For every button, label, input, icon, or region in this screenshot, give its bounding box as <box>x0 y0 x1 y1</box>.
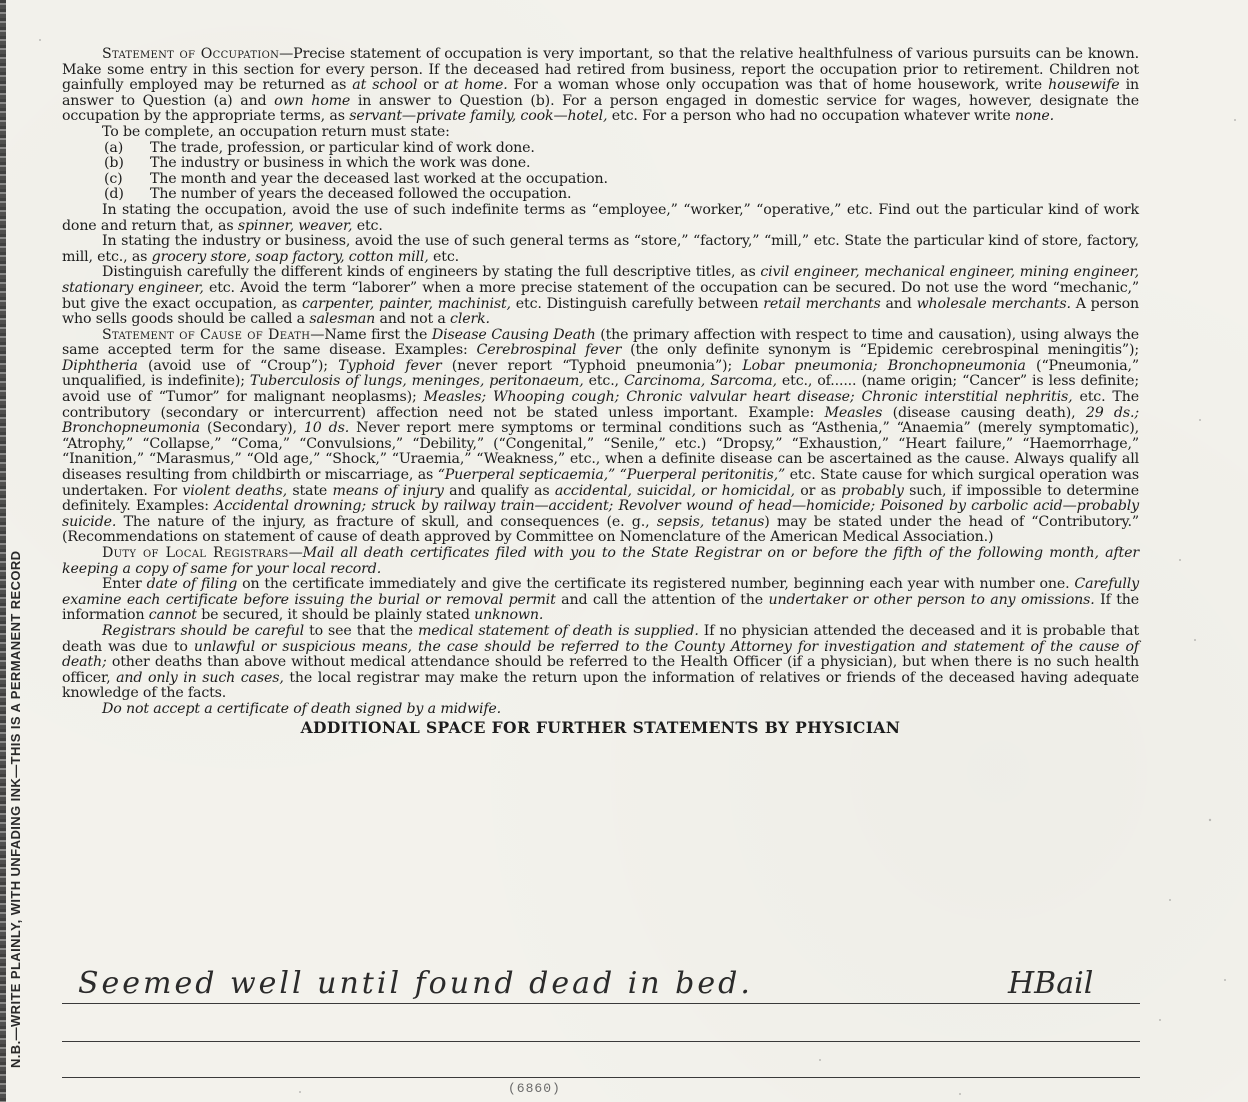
instructions-text <box>62 47 1139 735</box>
list-item: (a) The trade, profession, or particular kind of work done. <box>104 139 535 156</box>
cause-of-death-paragraph: Statement of Cause of Death—Name first the Disease Causing Death (the primary affection with respect to time and causation), using always the same accepted term for the same disease. Examples: Cerebrospinal fever (the only definite synonym is “Epidemic cerebrospinal meningitis”); Diphtheria (avoid use of “Croup”); Typhoid fever (never report “Typhoid pneumonia”); Lobar pneumonia; Bronchopneumonia (“Pneumonia,” unqualified, is indefinite); Tuberculosis of lungs, meninges, peritonaeum, etc., Carcinoma, Sarcoma, etc., of...... (name origin; “Cancer” is less definite; avoid use of “Tumor” for malignant neoplasms); Measles; Whooping cough; Chronic valvular heart disease; Chronic interstitial nephritis, etc. The contributory (secondary or intercurrent) affection need not be stated unless important. Example: Measles (disease causing death), 29 ds.; Bronchopneumonia (Secondary), 10 ds. Never report mere symptoms or terminal conditions such as “Asthenia,” “Anaemia” (merely symptomatic), “Atrophy,” “Collapse,” “Coma,” “Convulsions,” “Debility,” (“Congenital,” “Senile,” etc.) “Dropsy,” “Exhaustion,” “Heart failure,” “Haemorrhage,” “Inanition,” “Marasmus,” “Old age,” “Shock,” “Uraemia,” “Weakness,” etc., when a definite disease can be ascertained as the cause. Always qualify all diseases resulting from childbirth or miscarriage, as “Puerperal septicaemia,” “Puerperal peritonitis,” etc. State cause for which surgical operation was undertaken. For violent deaths, state means of injury and qualify as accidental, suicidal, or homicidal, or as probably such, if impossible to determine definitely. Examples: Accidental drowning; struck by railway train—accident; Revolver wound of head—homicide; Poisoned by carbolic acid—probably suicide. The nature of the injury, as fracture of skull, and consequences (e. g., sepsis, tetanus) may be stated under the head of “Contributory.” (Recommendations on statement of cause of death approved by Committee on Nomenclature of the American Medical Association.) <box>62 326 1140 546</box>
writing-line <box>62 1077 1140 1078</box>
list-item: (b) The industry or business in which the work was done. <box>104 155 531 172</box>
occupation-terms-paragraph: In stating the occupation, avoid the use of such indefinite terms as “employee,” “worker,” “operative,” etc. Find out the particular kind of work done and return that, as spinner, weaver, etc. <box>62 201 1139 234</box>
registrars-paragraph: Registrars should be careful to see that the medical statement of death is supplied. If no physician attended the deceased and it is probable that death was due to unlawful or suspicious means, the case should be referred to the County Attorney for investigation and statement of the cause of death; other deaths than above without medical attendance should be referred to the Health Officer (if a physician), but when there is no such health officer, and only in such cases, the local registrar may make the return upon the information of relatives or friends of the deceased having adequate knowledge of the facts. <box>62 622 1139 702</box>
duty-heading: Duty of Local Registrars <box>102 545 289 561</box>
industry-paragraph: In stating the industry or business, avoid the use of such general terms as “store,” “factory,” “mill,” etc. State the particular kind of store, factory, mill, etc., as grocery store, soap factory, cotton mill, etc. <box>62 233 1139 265</box>
midwife-notice: Do not accept a certificate of death signed by a midwife. <box>102 700 502 717</box>
physician-handwritten-statement: Seemed well until found dead in bed. <box>78 966 753 1001</box>
duty-paragraph: Duty of Local Registrars—Mail all death certificates filed with you to the State Registrar on or before the fifth of the following month, after keeping a copy of same for your local record. <box>62 545 1139 577</box>
filing-paragraph: Enter date of filing on the certificate immediately and give the certificate its registered number, beginning each year with number one. Carefully examine each certificate before issuing the burial or removal permit and call the attention of the undertaker or other person to any omissions. If the information cannot be secured, it should be plainly stated unknown. <box>62 576 1140 624</box>
physician-signature: HBail <box>1008 966 1094 1001</box>
occupation-heading: Statement of Occupation <box>102 46 280 62</box>
additional-space-heading: ADDITIONAL SPACE FOR FURTHER STATEMENTS BY PHYSICIAN <box>300 717 901 737</box>
side-margin-note: N.B.—WRITE PLAINLY, WITH UNFADING INK—THIS IS A PERMANENT RECORD <box>8 550 23 1068</box>
writing-line <box>62 1041 1140 1042</box>
occupation-complete-intro: To be complete, an occupation return must state: <box>102 123 450 140</box>
list-item: (d) The number of years the deceased followed the occupation. <box>104 186 572 203</box>
writing-line <box>62 1003 1140 1004</box>
occupation-requirements-list <box>62 141 1139 203</box>
engineers-paragraph: Distinguish carefully the different kinds of engineers by stating the full descriptive titles, as civil engineer, mechanical engineer, mining engineer, stationary engineer, etc. Avoid the term “laborer” when a more precise statement of the occupation can be secured. Do not use the word “mechanic,” but give the exact occupation, as carpenter, painter, machinist, etc. Distinguish carefully between retail merchants and wholesale merchants. A person who sells goods should be called a salesman and not a clerk. <box>62 264 1139 328</box>
cause-heading: Statement of Cause of Death <box>102 326 311 343</box>
list-item: (c) The month and year the deceased last worked at the occupation. <box>104 170 608 187</box>
occupation-paragraph: Statement of Occupation—Precise statement of occupation is very important, so that the relative healthfulness of various pursuits can be known. Make some entry in this section for every person. If the deceased had retired from business, report the occupation prior to retirement. Children not gainfully employed may be returned as at school or at home. For a woman whose only occupation was that of home housework, write housewife in answer to Question (a) and own home in answer to Question (b). For a person engaged in domestic service for wages, however, designate the occupation by the appropriate terms, as servant—private family, cook—hotel, etc. For a person who had no occupation whatever write none. <box>62 46 1140 125</box>
form-code: (6860) <box>508 1081 561 1096</box>
